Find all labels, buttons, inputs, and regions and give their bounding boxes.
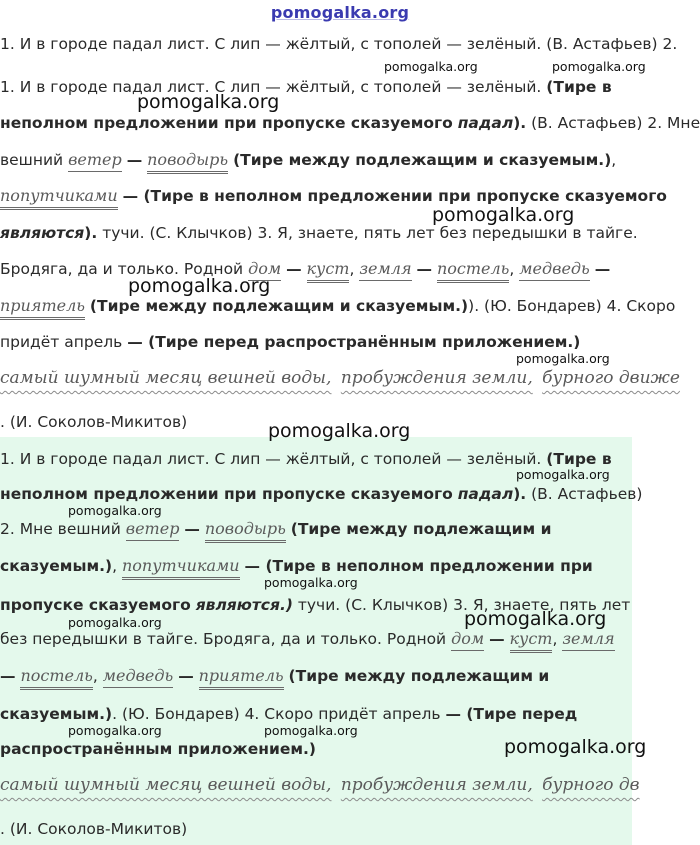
predicate-word: поводырь <box>147 150 228 174</box>
annotation: пропуске сказуемого <box>0 596 191 614</box>
text-line: . (И. Соколов-Микитов) <box>0 413 188 431</box>
watermark: pomogalka.org <box>264 575 358 590</box>
dash: — <box>0 667 16 685</box>
predicate-word: постель <box>20 666 92 690</box>
watermark: pomogalka.org <box>268 420 411 442</box>
watermark: pomogalka.org <box>504 736 647 758</box>
subject-word: медведь <box>519 259 590 281</box>
sentence-text: . (Ю. Бондарев) 4. Скоро придёт апрель <box>112 705 441 723</box>
annotation: ). <box>513 114 527 132</box>
annotation: сказуемым.) <box>0 705 113 723</box>
sentence-text: (В. Астафьев) 2. Мне <box>531 114 700 132</box>
sentence-text: тучи. (С. Клычков) 3. Я, знаете, пять лет без передышки в тайге. <box>102 224 638 242</box>
appositive-word: бурного движе <box>542 368 680 388</box>
annotation: ). <box>513 485 527 503</box>
appositive-word: пробуждения земли, <box>340 775 533 795</box>
watermark: pomogalka.org <box>384 59 478 74</box>
dash: — <box>184 520 200 538</box>
subject-word: дом <box>451 629 484 651</box>
sentence-text: ). (Ю. Бондарев) 4. Скоро <box>468 297 676 315</box>
comma: , <box>611 151 617 169</box>
annotation: (Тире между подлежащим и сказуемым.) <box>89 297 469 315</box>
site-header-link[interactable]: pomogalka.org <box>270 3 410 22</box>
sentence-text: (В. Астафьев) <box>531 485 643 503</box>
watermark: pomogalka.org <box>68 503 162 518</box>
appositive-word: самый шумный месяц вешней воды, <box>0 368 332 388</box>
dash: — <box>489 630 505 648</box>
sentence-text: вешний <box>0 151 64 169</box>
annotation: (Тире между подлежащим и <box>290 520 552 538</box>
annotation: неполном предложении при пропуске сказуемого <box>0 485 453 503</box>
annotation: — (Тире перед <box>445 705 578 723</box>
predicate-word: приятель <box>199 666 284 690</box>
sentence-text: придёт апрель <box>0 333 123 351</box>
watermark: pomogalka.org <box>516 351 610 366</box>
text-line <box>0 449 612 469</box>
text-line: — постель, медведь — приятель (Тире между подлежащим и <box>0 666 549 690</box>
annotation: (Тире между подлежащим и <box>288 667 550 685</box>
predicate-word: попутчиками <box>122 556 240 580</box>
appositive-word: самый шумный месяц вешней воды, <box>0 775 332 795</box>
subject-word: медведь <box>103 666 174 688</box>
annotation-word: являются.) <box>195 596 293 614</box>
annotation: ). <box>84 224 98 242</box>
annotation: сказуемым.) <box>0 557 113 575</box>
sentence-text: без передышки в тайге. Бродяга, да и только. Родной <box>0 630 447 648</box>
text-line <box>0 739 316 759</box>
text-line <box>0 150 616 174</box>
text-line <box>0 484 642 504</box>
sentence-text: Бродяга, да и только. Родной <box>0 260 244 278</box>
appositive-line <box>0 367 684 389</box>
appositive-word: пробуждения земли, <box>340 368 533 388</box>
annotation: распространённым приложением.) <box>0 740 316 758</box>
predicate-word: куст <box>510 629 553 653</box>
text-line <box>0 77 612 97</box>
dash: — <box>286 260 302 278</box>
text-line <box>0 223 638 243</box>
subject-word: ветер <box>68 150 122 172</box>
text-line <box>0 113 700 133</box>
subject-word: дом <box>248 259 281 281</box>
predicate-word: попутчиками <box>0 186 118 210</box>
predicate-word: поводырь <box>205 519 286 543</box>
watermark: pomogalka.org <box>516 467 610 482</box>
text-line <box>0 519 551 543</box>
watermark: pomogalka.org <box>552 59 646 74</box>
annotation: (Тире между подлежащим и сказуемым.) <box>233 151 612 169</box>
text-line <box>0 704 577 724</box>
subject-word: ветер <box>126 519 180 541</box>
predicate-word: куст <box>307 259 350 283</box>
annotation-word: падал <box>457 485 514 503</box>
dash: — <box>178 667 194 685</box>
dash: — <box>416 260 433 278</box>
text-line: 1. И в городе падал лист. С лип — жёлтый, с тополей — зелёный. (В. Астафьев) 2. <box>0 35 678 53</box>
watermark: pomogalka.org <box>464 608 607 630</box>
annotation: (Тире в <box>546 450 612 468</box>
annotation: — (Тире перед распространённым приложением.) <box>127 333 581 351</box>
sentence-text: 2. Мне вешний <box>0 520 121 538</box>
appositive-word: бурного дв <box>542 775 640 795</box>
watermark: pomogalka.org <box>432 204 575 226</box>
watermark: pomogalka.org <box>68 615 162 630</box>
sentence-text: 1. И в городе падал лист. С лип — жёлтый, с тополей — зелёный. <box>0 78 542 96</box>
text-line: . (И. Соколов-Микитов) <box>0 820 188 838</box>
annotation: (Тире в <box>546 78 612 96</box>
predicate-word: постель <box>437 259 509 283</box>
text-line <box>0 332 580 352</box>
annotation: неполном предложении при пропуске сказуемого <box>0 114 453 132</box>
text-line: сказуемым.), попутчиками — (Тире в неполном предложении при <box>0 556 593 580</box>
appositive-line <box>0 774 644 796</box>
watermark: pomogalka.org <box>264 723 358 738</box>
subject-word: земля <box>562 629 614 651</box>
watermark: pomogalka.org <box>137 91 280 113</box>
annotation: — (Тире в неполном предложении при пропуске сказуемого <box>122 187 667 205</box>
dash: — <box>126 151 143 169</box>
subject-word: земля <box>359 259 411 281</box>
text-line: без передышки в тайге. Бродяга, да и только. Родной дом — куст, земля <box>0 629 615 653</box>
text-line <box>0 296 675 320</box>
annotation: — (Тире в неполном предложении при <box>244 557 593 575</box>
annotation-word: являются <box>0 224 85 242</box>
annotation-word: падал <box>457 114 514 132</box>
sentence-text: тучи. (С. Клычков) 3. Я, знаете, пять лет <box>297 596 631 614</box>
watermark: pomogalka.org <box>128 275 271 297</box>
predicate-word: приятель <box>0 296 85 320</box>
text-line: Бродяга, да и только. Родной дом — куст, земля — постель, медведь — <box>0 259 610 283</box>
dash: — <box>594 260 611 278</box>
sentence-text: 1. И в городе падал лист. С лип — жёлтый, с тополей — зелёный. <box>0 450 542 468</box>
watermark: pomogalka.org <box>68 723 162 738</box>
